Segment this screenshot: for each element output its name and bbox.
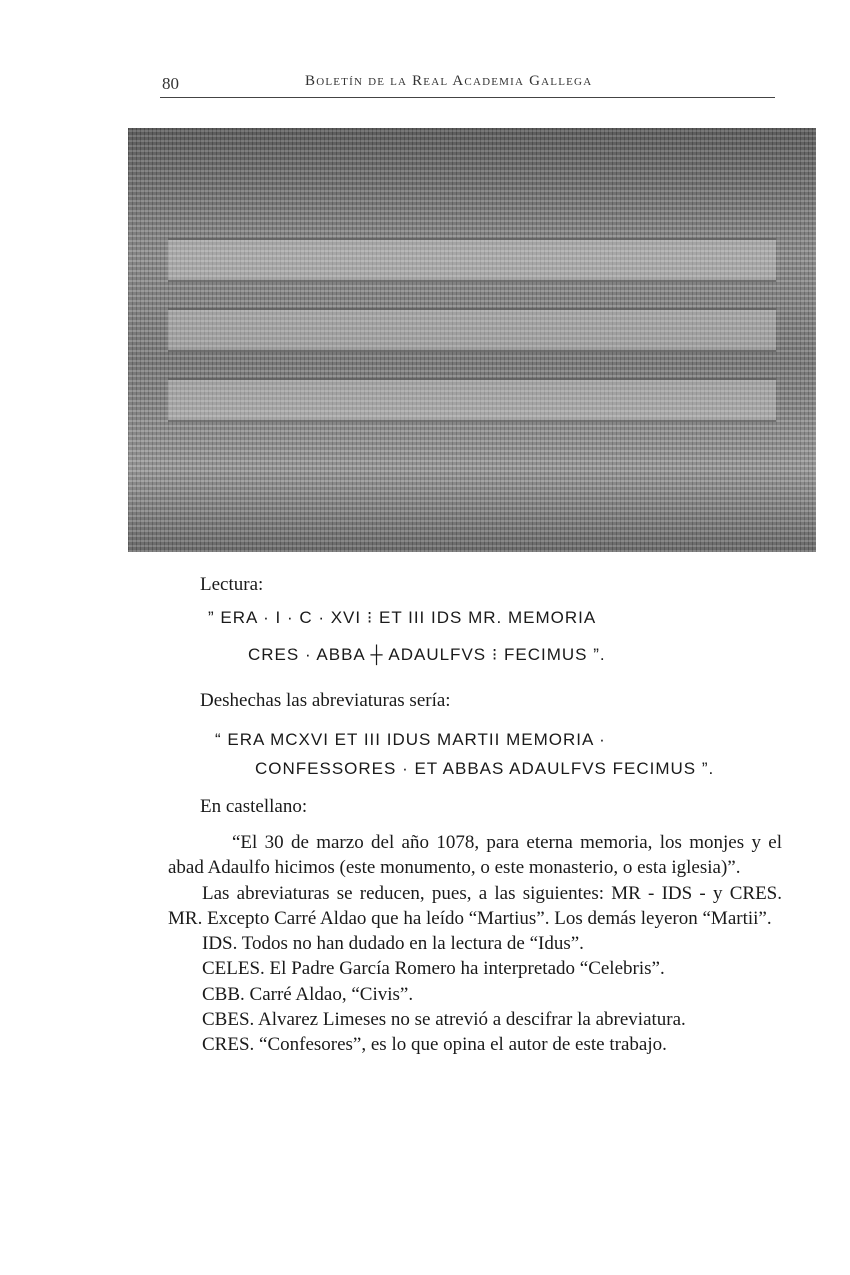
inscription-photo xyxy=(128,128,816,552)
lectura-line-1: ” ERA · I · C · XVI ⁝ ET III IDS MR. MEMORIA xyxy=(208,608,597,627)
body-text xyxy=(168,830,782,1058)
page-number: 80 xyxy=(162,74,179,93)
inscription-band xyxy=(168,378,776,422)
paragraph-translation: “El 30 de marzo del año 1078, para eterna memoria, los monjes y el abad Adaulfo hicimos (este monumento, o este monasterio, o esta iglesia)”. xyxy=(168,832,782,879)
full-reading-line-2: CONFESSORES · ET ABBAS ADAULFVS FECIMUS ”. xyxy=(255,759,715,778)
castellano-label: En castellano: xyxy=(200,796,308,817)
inscription-band xyxy=(168,308,776,352)
paragraph-celes: CELES. El Padre García Romero ha interpretado “Celebris”. xyxy=(202,958,665,980)
inscription-band xyxy=(168,238,776,282)
paragraph-ids: IDS. Todos no han dudado en la lectura de “Idus”. xyxy=(202,933,584,955)
paragraph-cbes: CBES. Alvarez Limeses no se atrevió a descifrar la abreviatura. xyxy=(202,1009,686,1031)
paragraph-cbb: CBB. Carré Aldao, “Civis”. xyxy=(202,983,414,1005)
paragraph-cres: CRES. “Confesores”, es lo que opina el autor de este trabajo. xyxy=(202,1034,667,1056)
deshechas-label: Deshechas las abreviaturas sería: xyxy=(200,690,451,711)
paragraph-abbreviations: Las abreviaturas se reducen, pues, a las siguientes: MR - IDS - y CRES. MR. Excepto Carré Aldao que ha leído “Martius”. Los demás leyeron “Martii”. xyxy=(168,882,782,929)
running-title: Boletín de la Real Academia Gallega xyxy=(305,73,593,89)
full-reading-line-1: “ ERA MCXVI ET III IDUS MARTII MEMORIA · xyxy=(215,730,606,749)
lectura-label: Lectura: xyxy=(200,574,264,595)
lectura-line-2: CRES · ABBA ┼ ADAULFVS ⁝ FECIMUS ”. xyxy=(248,645,606,664)
header-rule xyxy=(160,97,775,98)
